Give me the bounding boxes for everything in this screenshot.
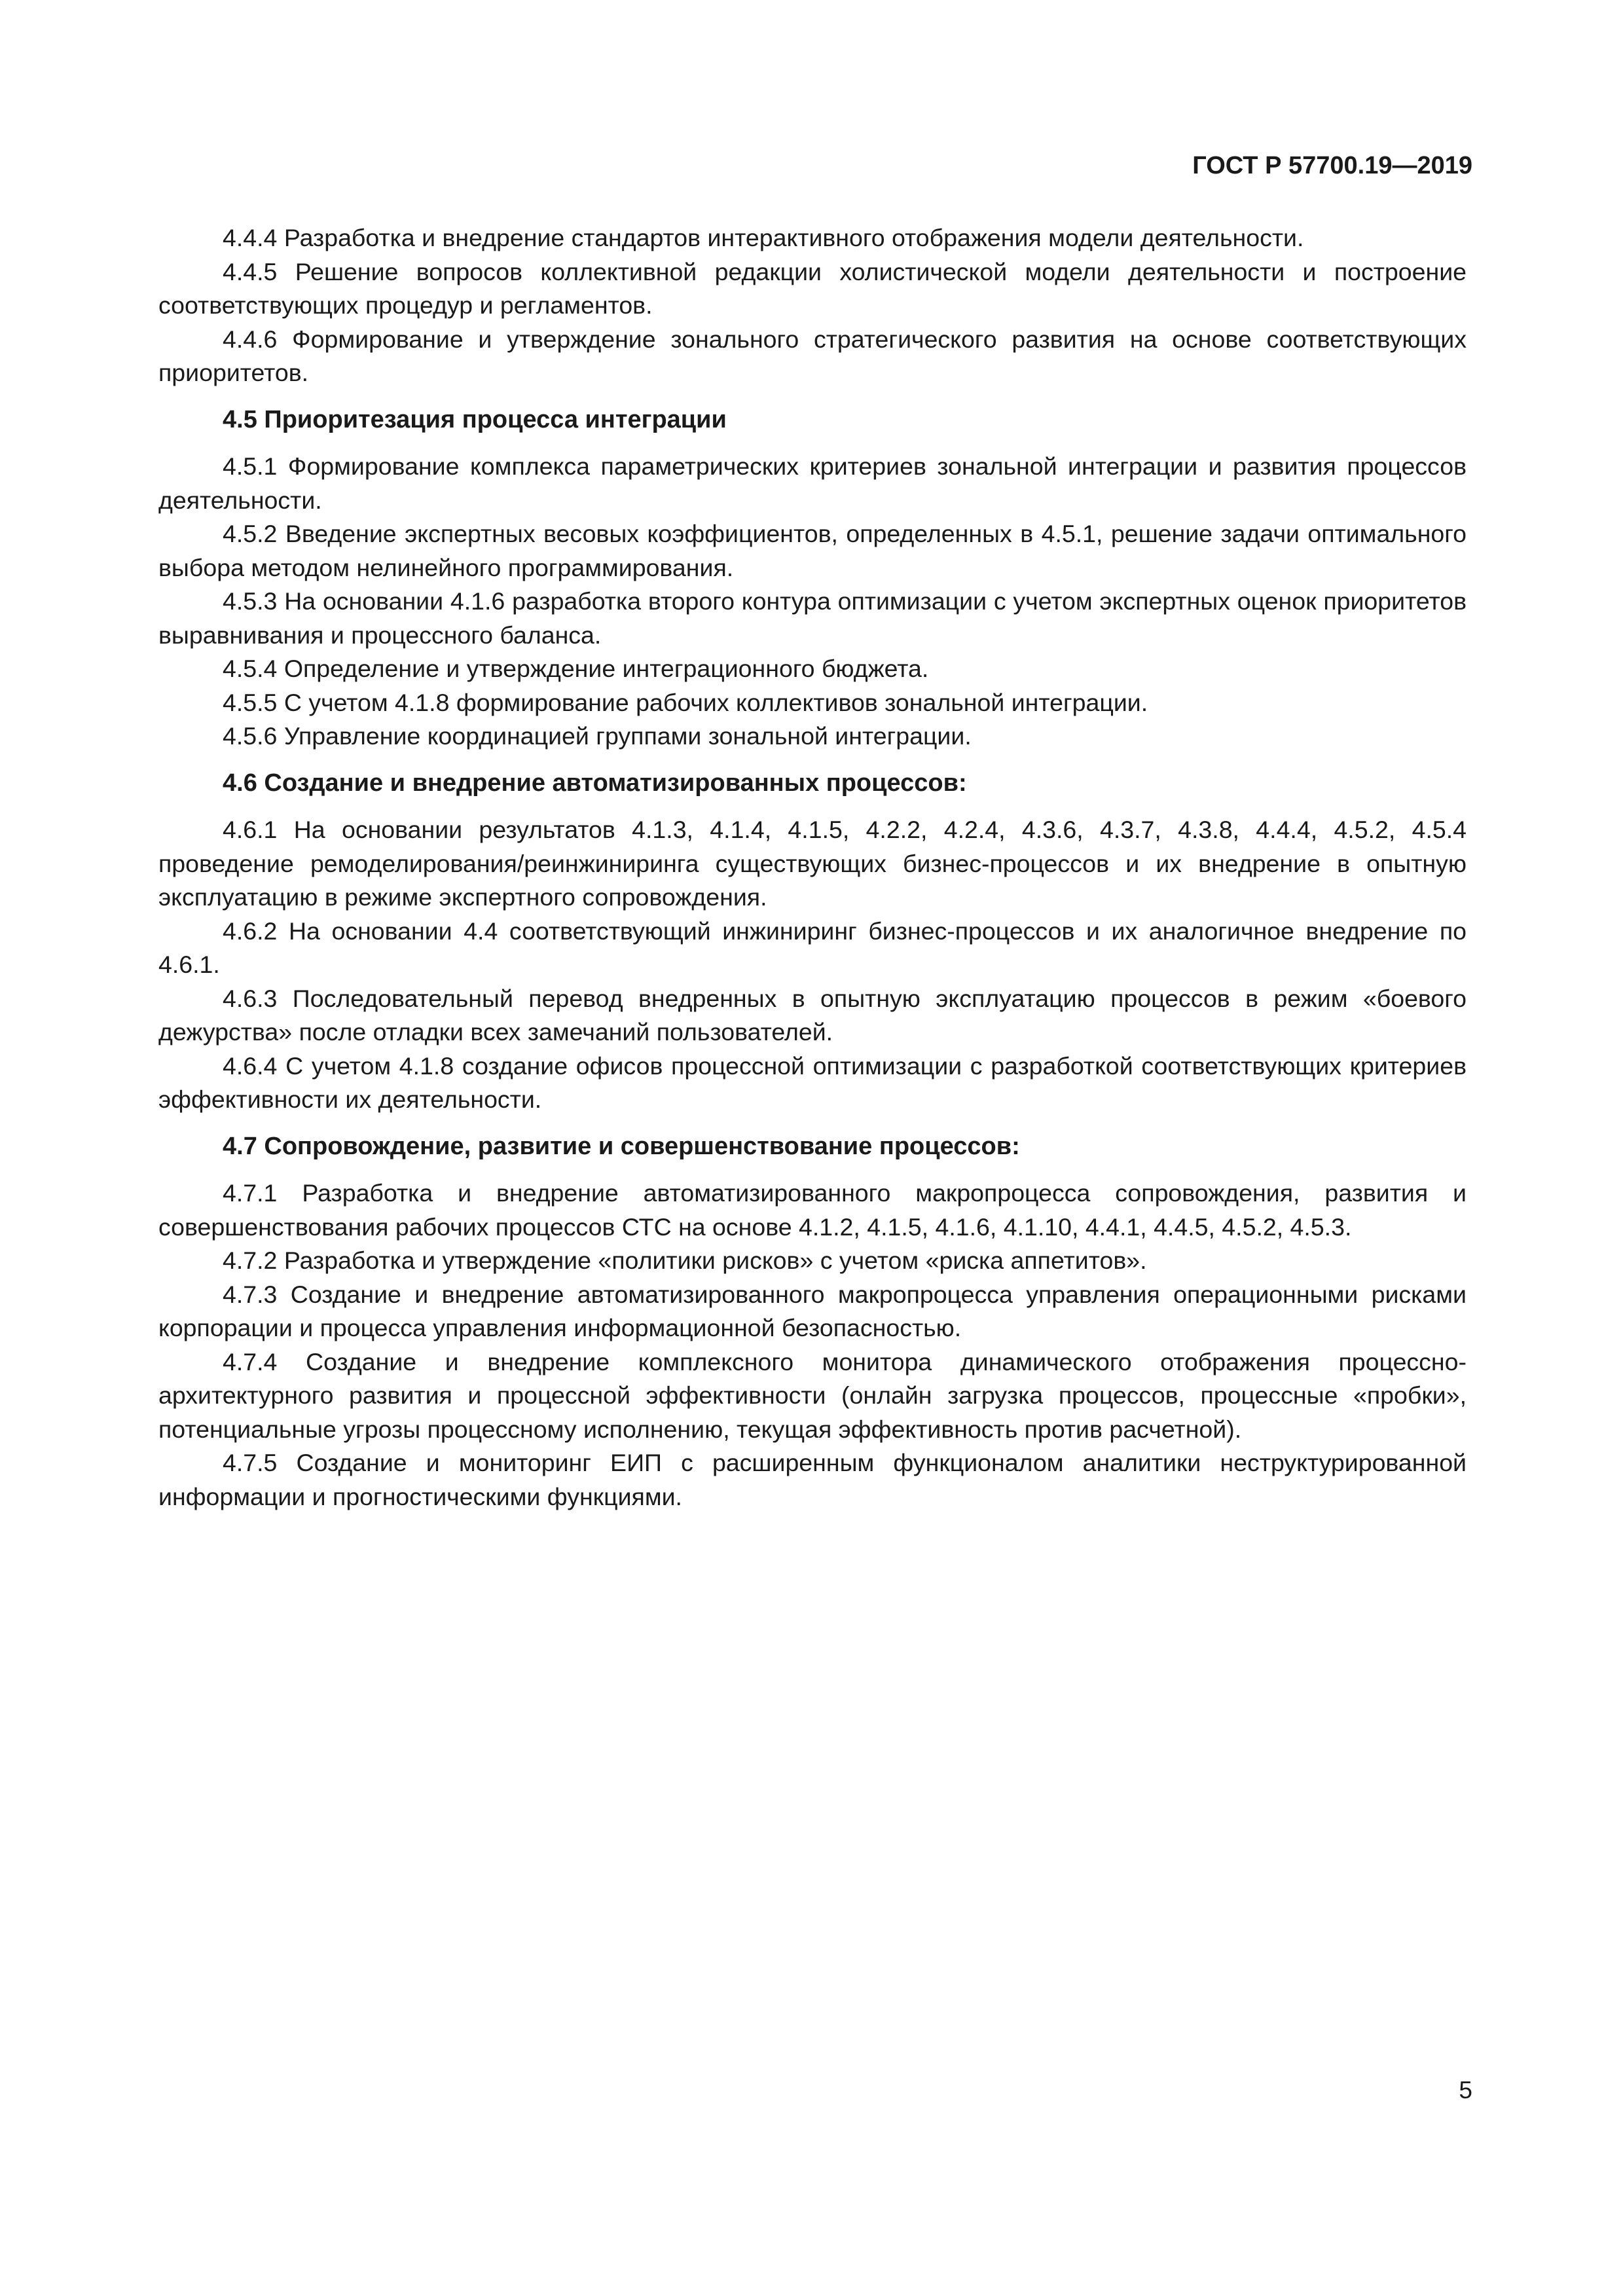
document-body: [158, 221, 1467, 1514]
paragraph-4-5-3: 4.5.3 На основании 4.1.6 разработка второго контура оптимизации с учетом экспертных оценок приоритетов выравнивания и процессного баланса.: [158, 587, 1467, 649]
paragraph-4-5-5: 4.5.5 С учетом 4.1.8 формирование рабочих коллективов зональной интеграции.: [223, 688, 1148, 716]
heading-4-6: 4.6 Создание и внедрение автоматизированных процессов:: [223, 769, 967, 797]
paragraph-4-6-3: 4.6.3 Последовательный перевод внедренных в опытную эксплуатацию процессов в режим «боевого дежурства» после отладки всех замечаний пользователей.: [158, 984, 1467, 1046]
paragraph-4-6-4: 4.6.4 С учетом 4.1.8 создание офисов процессной оптимизации с разработкой соответствующих критериев эффективности их деятельности.: [158, 1051, 1467, 1113]
paragraph-4-5-1: 4.5.1 Формирование комплекса параметрических критериев зональной интеграции и развития процессов деятельности.: [158, 452, 1467, 514]
paragraph-4-5-6: 4.5.6 Управление координацией группами зональной интеграции.: [223, 722, 972, 750]
paragraph-4-5-4: 4.5.4 Определение и утверждение интеграционного бюджета.: [223, 655, 929, 682]
paragraph-4-7-5: 4.7.5 Создание и мониторинг ЕИП с расширенным функционалом аналитики неструктурированной информации и прогностическими функциями.: [158, 1449, 1467, 1510]
heading-4-7: 4.7 Сопровождение, развитие и совершенствование процессов:: [223, 1132, 1020, 1160]
paragraph-4-7-1: 4.7.1 Разработка и внедрение автоматизированного макропроцесса сопровождения, развития и совершенствования рабочих процессов СТС на основе 4.1.2, 4.1.5, 4.1.6, 4.1.10, 4.4.1, 4.4.5, 4.5.2, 4.5.3.: [158, 1179, 1467, 1241]
paragraph-4-7-4: 4.7.4 Создание и внедрение комплексного монитора динамического отображения процессно-архитектурного развития и процессной эффективности (онлайн загрузка процессов, процессные «пробки», потенциальные угрозы процессному исполнению, текущая эффективность против расчетной).: [158, 1347, 1467, 1443]
paragraph-4-7-2: 4.7.2 Разработка и утверждение «политики рисков» с учетом «риска аппетитов».: [223, 1247, 1147, 1274]
document-code: ГОСТ Р 57700.19—2019: [1192, 152, 1472, 179]
paragraph-4-5-2: 4.5.2 Введение экспертных весовых коэффициентов, определенных в 4.5.1, решение задачи оптимального выбора методом нелинейного программирования.: [158, 520, 1467, 581]
paragraph-4-4-5: 4.4.5 Решение вопросов коллективной редакции холистической модели деятельности и построение соответствующих процедур и регламентов.: [158, 257, 1467, 319]
page-number: 5: [1459, 2077, 1472, 2104]
paragraph-4-4-4: 4.4.4 Разработка и внедрение стандартов интерактивного отображения модели деятельности.: [223, 224, 1304, 251]
paragraph-4-6-2: 4.6.2 На основании 4.4 соответствующий инжиниринг бизнес-процессов и их аналогичное внедрение по 4.6.1.: [158, 917, 1467, 978]
paragraph-4-7-3: 4.7.3 Создание и внедрение автоматизированного макропроцесса управления операционными рисками корпорации и процесса управления информационной безопасностью.: [158, 1280, 1467, 1341]
heading-4-5: 4.5 Приоритезация процесса интеграции: [223, 405, 727, 433]
paragraph-4-6-1: 4.6.1 На основании результатов 4.1.3, 4.1.4, 4.1.5, 4.2.2, 4.2.4, 4.3.6, 4.3.7, 4.3.8, 4.4.4, 4.5.2, 4.5.4 проведение ремоделирования/реинжиниринга существующих бизнес-процессов и их внедрение в опытную эксплуатацию в режиме экспертного сопровождения.: [158, 816, 1467, 911]
paragraph-4-4-6: 4.4.6 Формирование и утверждение зонального стратегического развития на основе соответствующих приоритетов.: [158, 325, 1467, 386]
